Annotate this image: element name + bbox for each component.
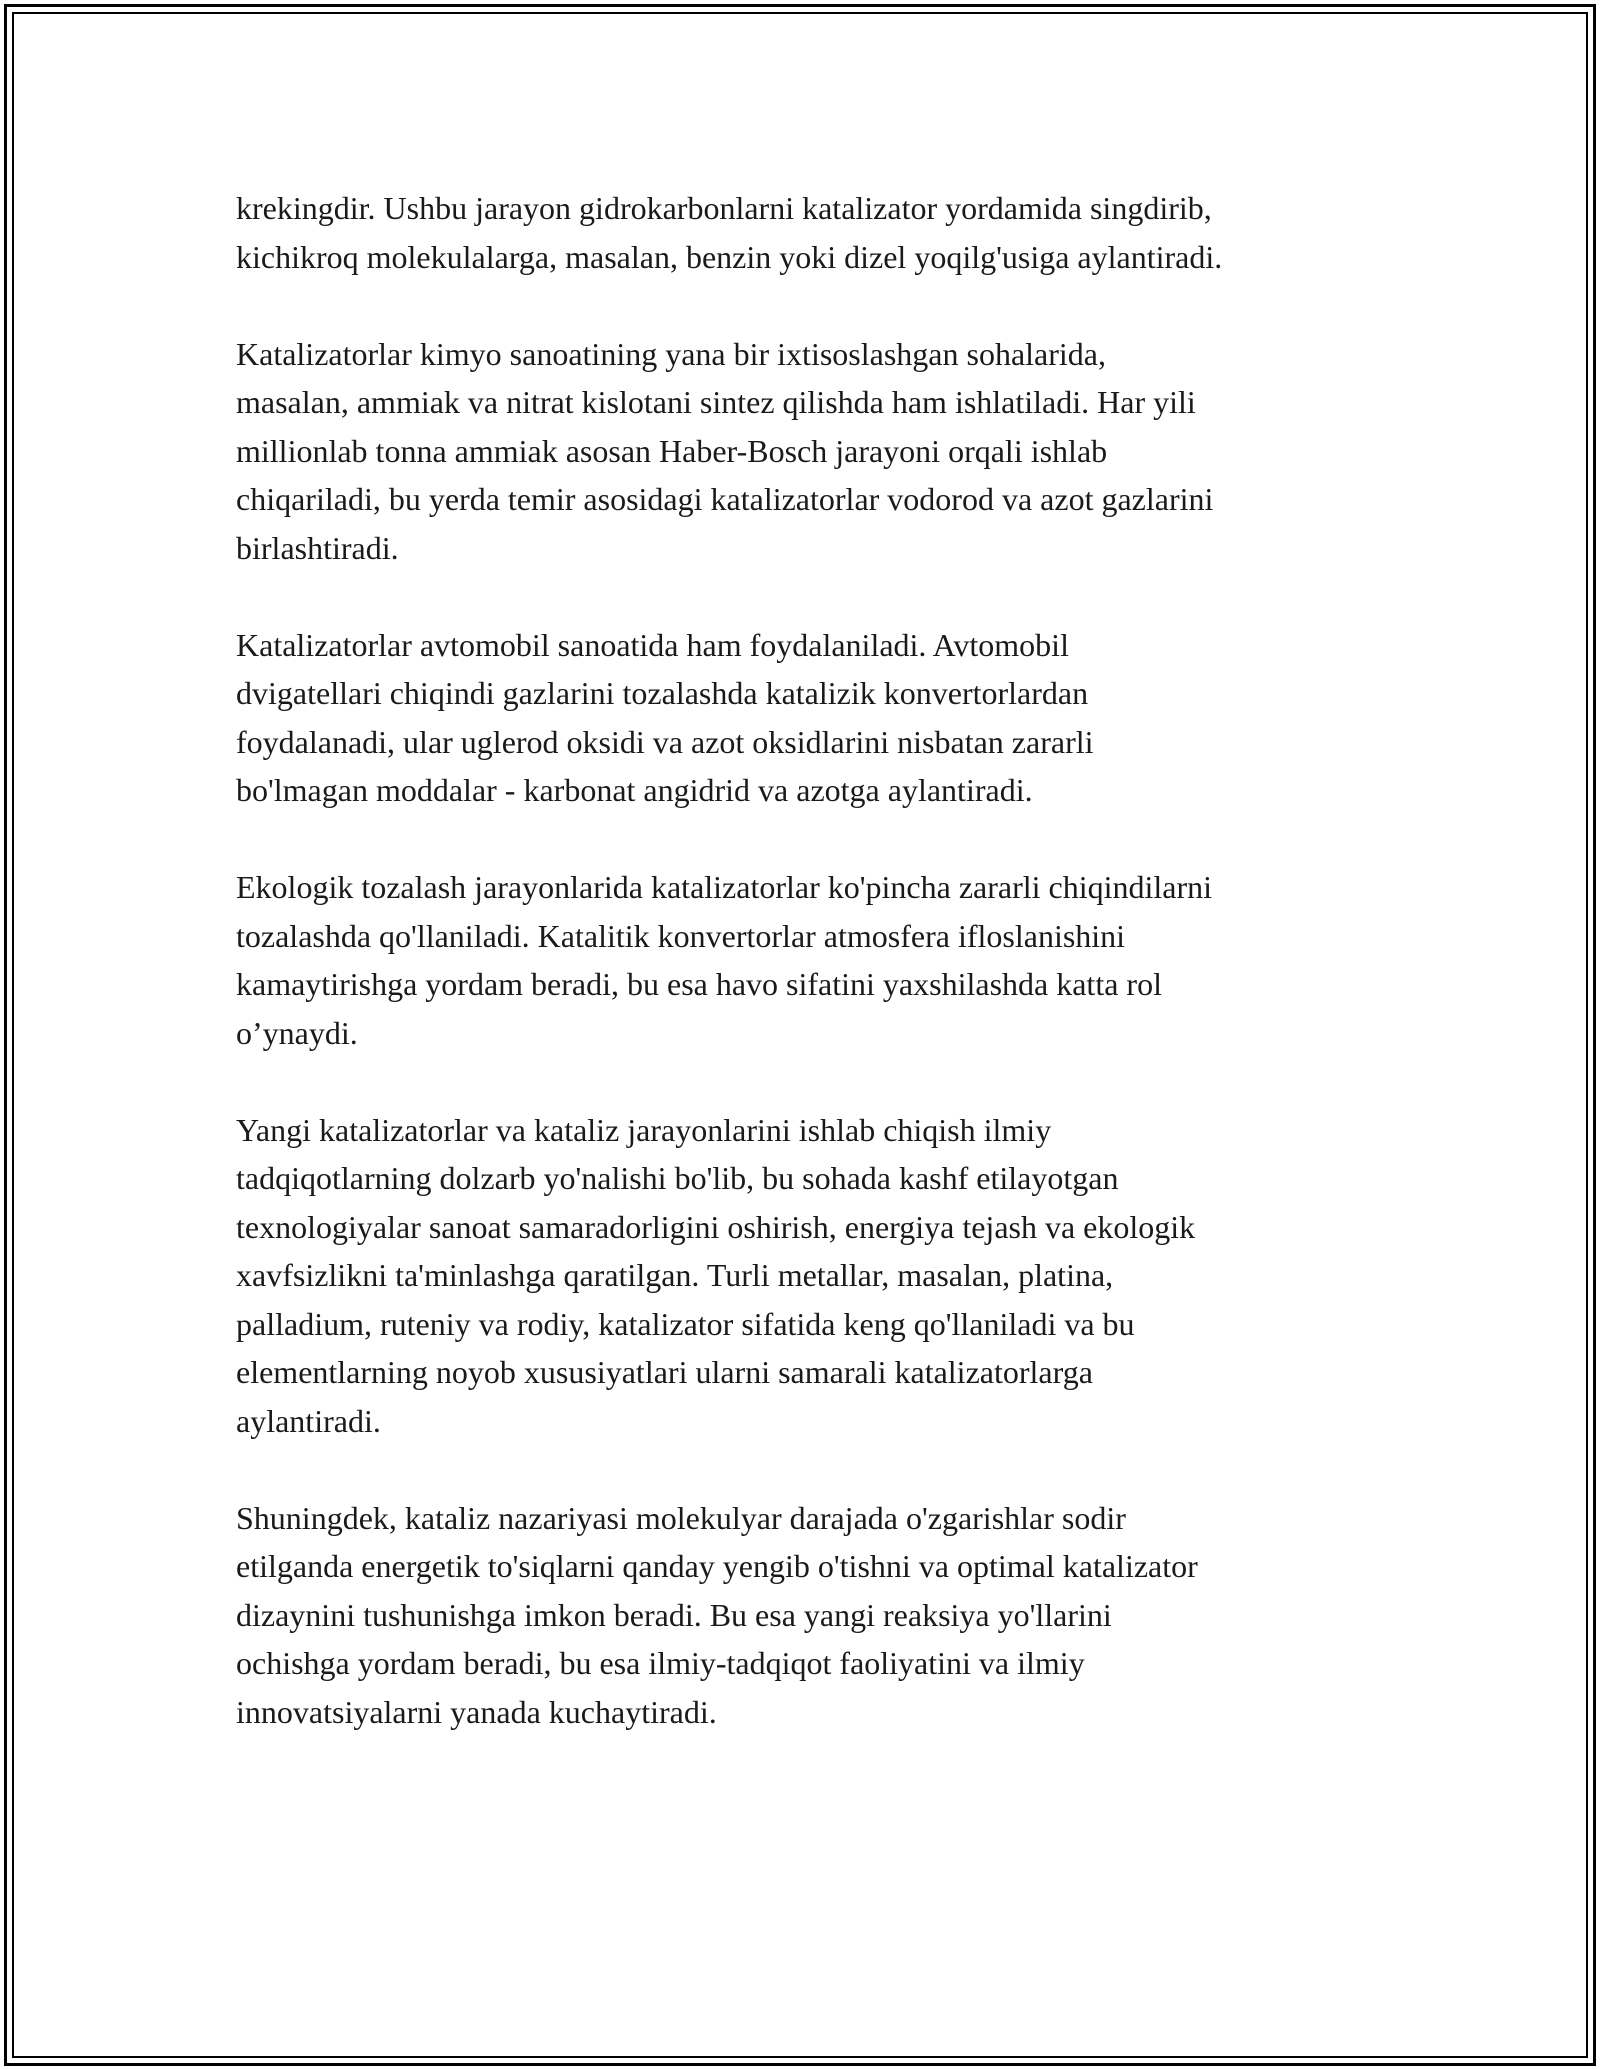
text-line: o’ynaydi.	[236, 1014, 358, 1051]
text-line: Katalizatorlar avtomobil sanoatida ham foydalaniladi. Avtomobil	[236, 626, 1069, 663]
text-line: etilganda energetik to'siqlarni qanday yengib o'tishni va optimal katalizator	[236, 1548, 1198, 1584]
text-line: birlashtiradi.	[236, 529, 399, 566]
paragraph-automotive	[236, 621, 1386, 815]
text-line: foydalanadi, ular uglerod oksidi va azot oksidlarini nisbatan zararli	[236, 723, 1094, 760]
paragraph-catalysis-theory	[236, 1494, 1386, 1737]
text-line: ochishga yordam beradi, bu esa ilmiy-tadqiqot faoliyatini va ilmiy	[236, 1645, 1085, 1681]
text-line: xavfsizlikni ta'minlashga qaratilgan. Turli metallar, masalan, platina,	[236, 1257, 1114, 1293]
text-line: Yangi katalizatorlar va kataliz jarayonlarini ishlab chiqish ilmiy	[236, 1111, 1052, 1148]
text-line: dvigatellari chiqindi gazlarini tozalashda katalizik konvertorlardan	[236, 675, 1089, 711]
text-line: Katalizatorlar kimyo sanoatining yana bir ixtisoslashgan sohalarida,	[236, 335, 1106, 372]
paragraph-cracking	[236, 184, 1386, 281]
text-line: Ekologik tozalash jarayonlarida katalizatorlar ko'pincha zararli chiqindilarni	[236, 869, 1213, 905]
text-line: kichikroq molekulalarga, masalan, benzin yoki dizel yoqilg'usiga aylantiradi.	[236, 238, 1223, 275]
text-line: texnologiyalar sanoat samaradorligini oshirish, energiya tejash va ekologik	[236, 1208, 1196, 1245]
text-line: aylantiradi.	[236, 1402, 381, 1439]
text-line: dizaynini tushunishga imkon beradi. Bu esa yangi reaksiya yo'llarini	[236, 1596, 1112, 1633]
paragraph-ecology	[236, 863, 1386, 1057]
text-line: elementlarning noyob xususiyatlari ularni samarali katalizatorlarga	[236, 1354, 1093, 1390]
text-line: millionlab tonna ammiak asosan Haber-Bosch jarayoni orqali ishlab	[236, 432, 1108, 469]
text-line: innovatsiyalarni yanada kuchaytiradi.	[236, 1693, 717, 1730]
text-line: kamaytirishga yordam beradi, bu esa havo sifatini yaxshilashda katta rol	[236, 966, 1162, 1002]
text-line: Shuningdek, kataliz nazariyasi molekulyar darajada o'zgarishlar sodir	[236, 1499, 1126, 1536]
text-line: masalan, ammiak va nitrat kislotani sintez qilishda ham ishlatiladi. Har yili	[236, 384, 1196, 420]
text-line: bo'lmagan moddalar - karbonat angidrid va azotga aylantiradi.	[236, 772, 1033, 808]
text-line: chiqariladi, bu yerda temir asosidagi katalizatorlar vodorod va azot gazlarini	[236, 481, 1214, 517]
paragraph-new-catalysts	[236, 1106, 1386, 1446]
text-line: krekingdir. Ushbu jarayon gidrokarbonlarni katalizator yordamida singdirib,	[236, 190, 1212, 226]
paragraph-chemical-industry	[236, 330, 1386, 573]
text-line: tozalashda qo'llaniladi. Katalitik konvertorlar atmosfera ifloslanishini	[236, 917, 1126, 954]
document-body	[236, 184, 1386, 1785]
text-line: tadqiqotlarning dolzarb yo'nalishi bo'lib, bu sohada kashf etilayotgan	[236, 1160, 1119, 1196]
text-line: palladium, ruteniy va rodiy, katalizator sifatida keng qo'llaniladi va bu	[236, 1305, 1135, 1342]
